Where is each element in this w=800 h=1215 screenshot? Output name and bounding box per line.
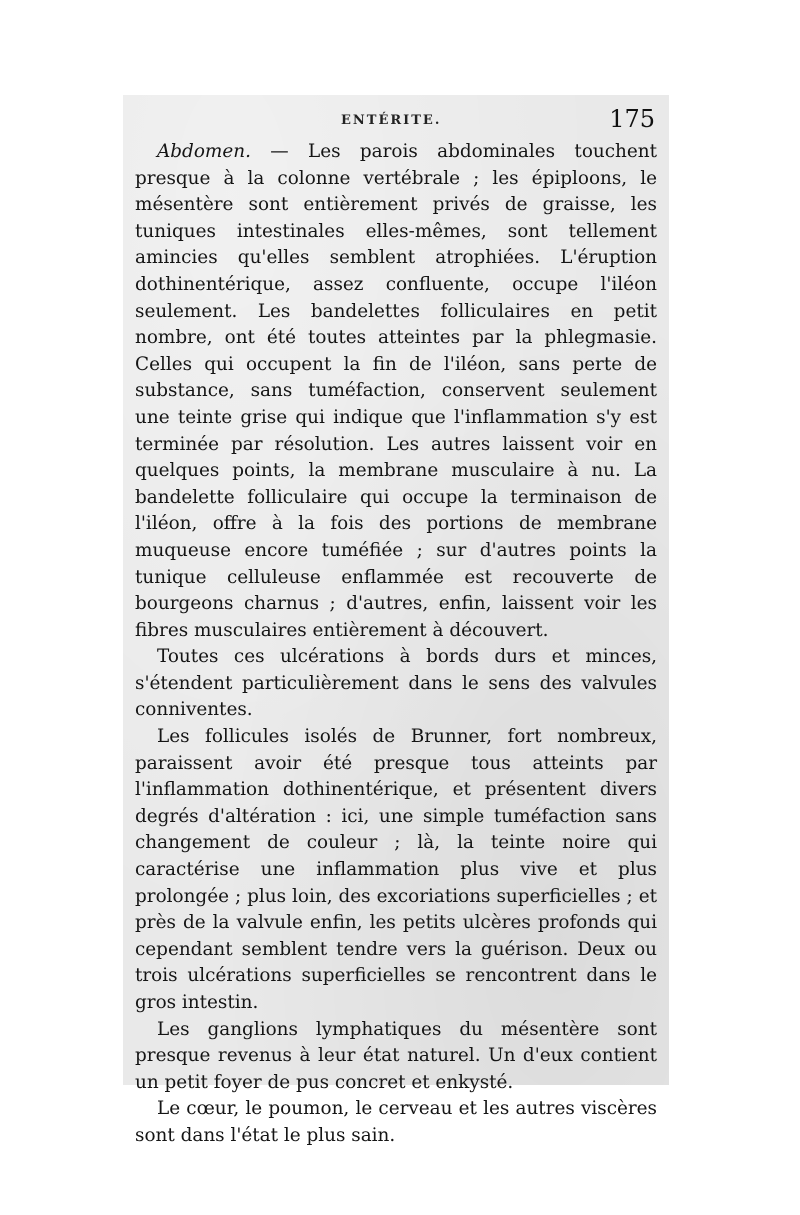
paragraph <box>135 1017 657 1097</box>
section-lead: Abdomen. <box>157 141 251 162</box>
paragraph-text: Le cœur, le poumon, le cerveau et les autres viscères sont dans l'état le plus sain. <box>135 1098 657 1146</box>
paragraph-text: — Les parois abdominales touchent presque à la colonne vertébrale ; les épiploons, le mésentère sont entièrement privés de graisse, les tuniques intestinales elles-mêmes, sont tellement amincies qu'elles semblent atrophiées. L'éruption dothinentérique, assez confluente, occupe l'iléon seulement. Les bandelettes folliculaires en petit nombre, ont été toutes atteintes par la phlegmasie. Celles qui occupent la fin de l'iléon, sans perte de substance, sans tuméfaction, conservent seulement une teinte grise qui indique que l'inflammation s'y est terminée par résolution. Les autres laissent voir en quelques points, la membrane musculaire à nu. La bandelette folliculaire qui occupe la terminaison de l'iléon, offre à la fois des portions de membrane muqueuse encore tuméfiée ; sur d'autres points la tunique celluleuse enflammée est recouverte de bourgeons charnus ; d'autres, enfin, laissent voir les fibres musculaires entièrement à découvert. <box>135 141 657 641</box>
page-number: 175 <box>609 105 655 133</box>
paragraph <box>135 644 657 724</box>
paragraph <box>135 1096 657 1149</box>
paragraph-text: Les follicules isolés de Brunner, fort nombreux, paraissent avoir été presque tous atteints par l'inflammation dothinentérique, et présentent divers degrés d'altération : ici, une simple tuméfaction sans changement de couleur ; là, la teinte noire qui caractérise une inflammation plus vive et plus prolongée ; plus loin, des excoriations superficielles ; et près de la valvule enfin, les petits ulcères profonds qui cependant semblent tendre vers la guérison. Deux ou trois ulcérations superficielles se rencontrent dans le gros intestin. <box>135 726 657 1013</box>
paragraph-text: Toutes ces ulcérations à bords durs et minces, s'étendent particulièrement dans le sens des valvules conniventes. <box>135 646 657 721</box>
running-head-title: ENTÉRITE. <box>341 113 442 128</box>
running-head <box>123 107 669 137</box>
paragraph <box>135 724 657 1017</box>
paragraph-text: Les ganglions lymphatiques du mésentère sont presque revenus à leur état naturel. Un d'eux contient un petit foyer de pus concret et enkysté. <box>135 1018 657 1093</box>
body-text <box>135 139 657 1150</box>
book-page <box>123 95 669 1146</box>
paragraph <box>135 139 657 644</box>
